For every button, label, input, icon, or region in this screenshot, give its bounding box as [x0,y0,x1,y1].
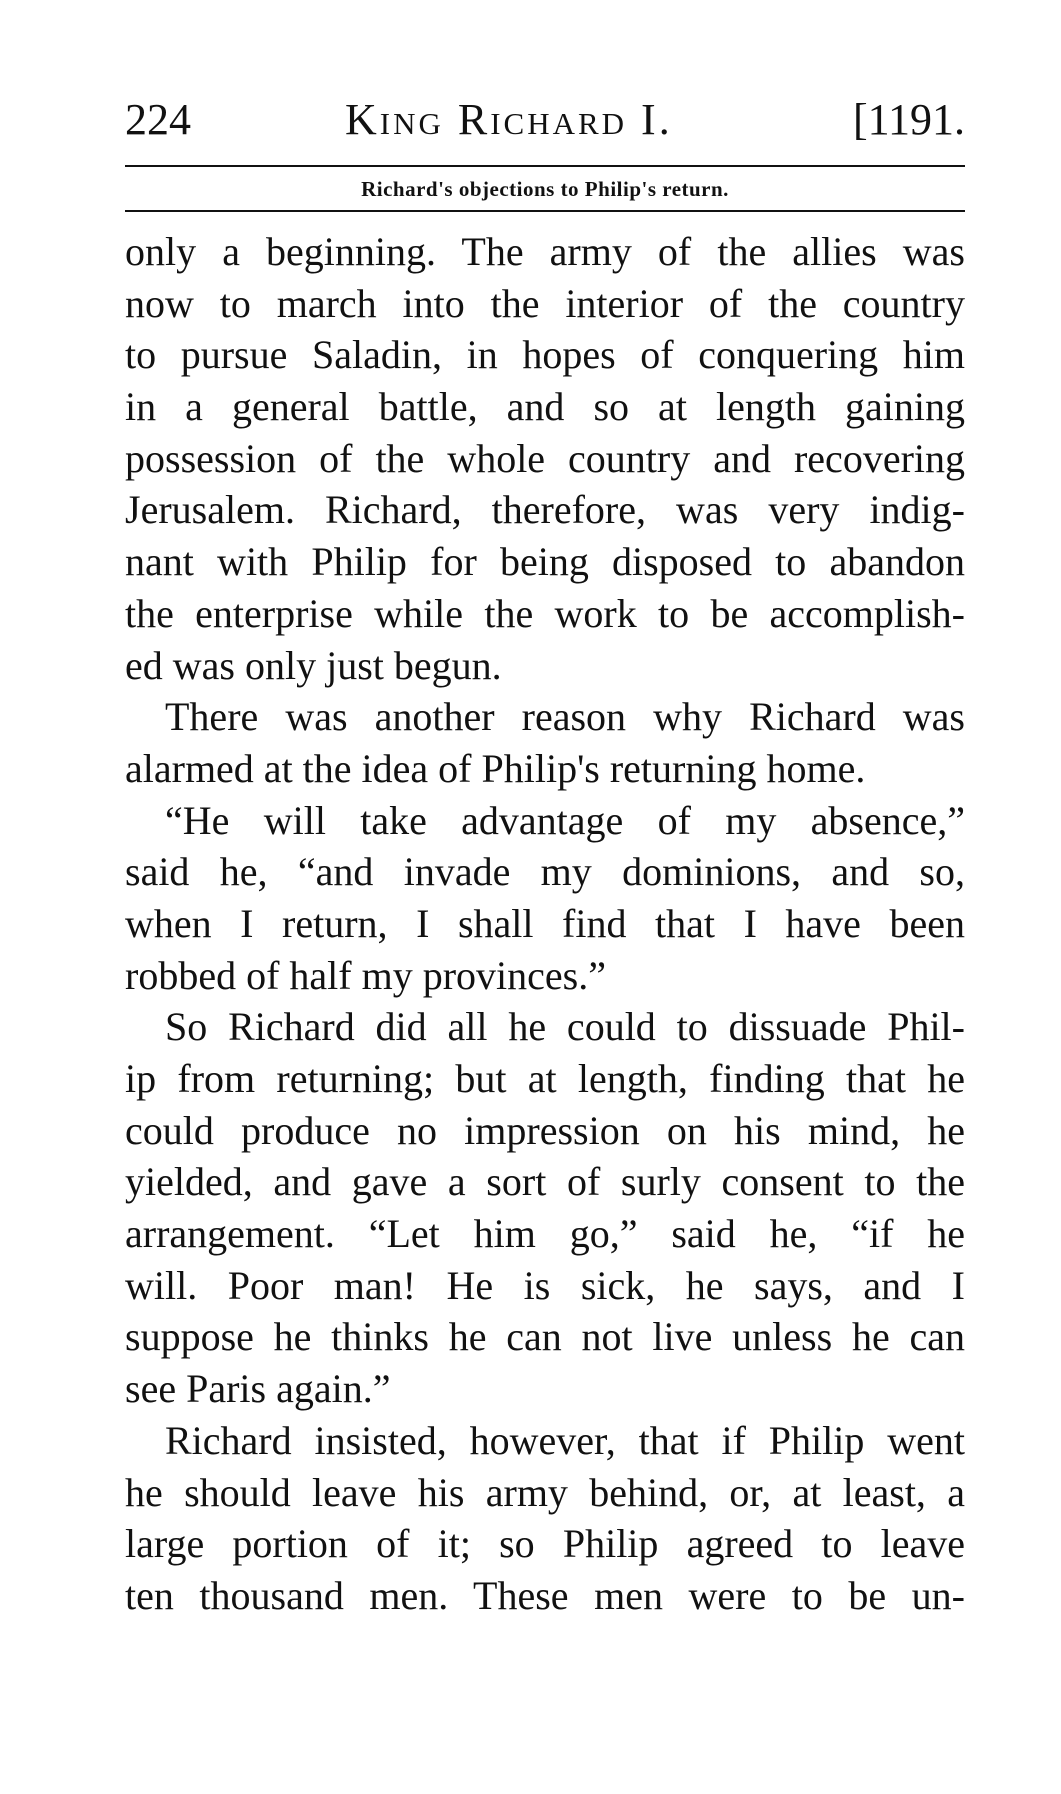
text-line: see Paris again.” [125,1366,391,1412]
text-line: Richard insisted, however, that if Philip went [165,1417,965,1463]
text-line: will. Poor man! He is sick, he says, and I [125,1262,965,1308]
text-line: to pursue Saladin, in hopes of conquering him [125,332,965,378]
text-line: only a beginning. The army of the allies was [125,229,965,274]
text-line: said he, “and invade my dominions, and so, [125,849,965,895]
text-line: when I return, I shall find that I have been [125,900,965,946]
text-line: possession of the whole country and recovering [125,435,965,481]
text-line: now to march into the interior of the country [125,280,965,326]
text-line: large portion of it; so Philip agreed to leave [125,1521,965,1567]
text-line: So Richard did all he could to dissuade Phil- [165,1004,965,1050]
text-line: arrangement. “Let him go,” said he, “if he [125,1211,965,1257]
text-line: he should leave his army behind, or, at least, a [125,1469,965,1515]
page-header [125,92,965,148]
text-line: in a general battle, and so at length gaining [125,384,965,430]
header-rule-bottom [125,210,965,212]
text-line: suppose he thinks he can not live unless he can [125,1314,965,1360]
text-line: ip from returning; but at length, finding that he [125,1056,965,1101]
year-marker: [1191. [852,95,965,144]
text-line: There was another reason why Richard was [165,694,965,740]
text-line: the enterprise while the work to be accomplish- [125,590,965,636]
text-line: “He will take advantage of my absence,” [165,797,965,843]
text-line: Jerusalem. Richard, therefore, was very indig- [125,487,965,533]
text-line: robbed of half my provinces.” [125,952,606,998]
text-line: nant with Philip for being disposed to abandon [125,539,965,585]
text-line: alarmed at the idea of Philip's returning home. [125,745,866,791]
section-subheading: Richard's objections to Philip's return. [361,177,729,201]
text-line: yielded, and gave a sort of surly consent to the [125,1159,965,1205]
running-title: King Richard I. [345,95,673,144]
text-line: could produce no impression on his mind, he [125,1107,965,1153]
header-rule-top [125,165,965,167]
text-line: ed was only just begun. [125,642,502,688]
body-text [125,226,965,1622]
page-number: 224 [125,95,191,144]
text-line: ten thousand men. These men were to be un- [125,1572,965,1618]
